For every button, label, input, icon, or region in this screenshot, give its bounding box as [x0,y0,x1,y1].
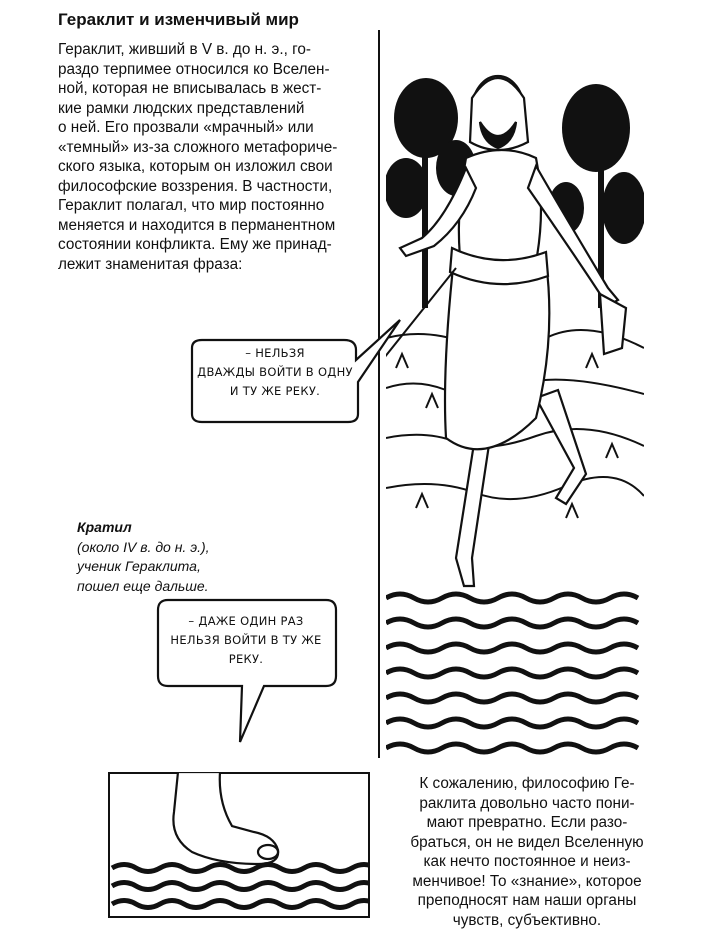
speech-line: – ДАЖЕ ОДИН РАЗ [188,614,304,628]
page-title: Гераклит и изменчивый мир [58,10,299,29]
outro-paragraph [396,774,658,930]
text-line: состоянии конфликта. Ему же принад- [58,236,332,253]
text-line: мают превратно. Если разо- [426,814,628,831]
speech-line: ДВАЖДЫ ВОЙТИ В ОДНУ [197,365,353,379]
caption-line: ученик Гераклита, [77,558,201,574]
speech-line: НЕЛЬЗЯ ВОЙТИ В ТУ ЖЕ [170,633,322,647]
text-line: лежит знаменитая фраза: [58,255,243,273]
text-line: о ней. Его прозвали «мрачный» или [58,119,314,136]
text-line: философские воззрения. В частности, [58,177,333,195]
text-line: ной, которая не вписывалась в жест- [58,80,322,97]
text-line: менчивое! То «знание», которое [412,872,642,890]
caption-line: пошел еще дальше. [77,577,209,594]
speech-line: РЕКУ. [228,652,264,666]
intro-paragraph [58,40,368,274]
text-line: кие рамки людских представлений [58,99,305,117]
text-line: браться, он не видел Вселенную [410,833,644,851]
text-line: «темный» из-за сложного метафориче- [58,138,338,156]
text-line: чувств, субъективно. [452,911,602,929]
speech-text-cratylus [164,612,328,669]
text-line: Гераклит, живший в V в. до н. э., го- [58,41,311,58]
caption-name: Кратил [77,519,132,535]
speech-text-heraclitus [196,344,354,401]
foot-illustration [108,772,370,918]
text-line: раздо терпимее относился ко Вселен- [58,60,330,78]
text-line: как нечто постоянное и неиз- [423,853,631,870]
cratylus-caption [77,518,210,596]
text-line: меняется и находится в перманентном [58,216,336,234]
text-line: Гераклит полагал, что мир постоянно [58,197,325,214]
text-line: раклита довольно часто пони- [419,794,635,812]
caption-line: (около IV в. до н. э.), [77,538,210,555]
speech-line: И ТУ ЖЕ РЕКУ. [229,384,321,398]
text-line: ского языка, которым он изложил свои [58,158,333,175]
speech-line: – НЕЛЬЗЯ [245,346,305,360]
text-line: К сожалению, философию Ге- [419,775,635,792]
text-line: преподносят нам наши органы [417,892,637,909]
heraclitus-illustration [386,38,644,756]
